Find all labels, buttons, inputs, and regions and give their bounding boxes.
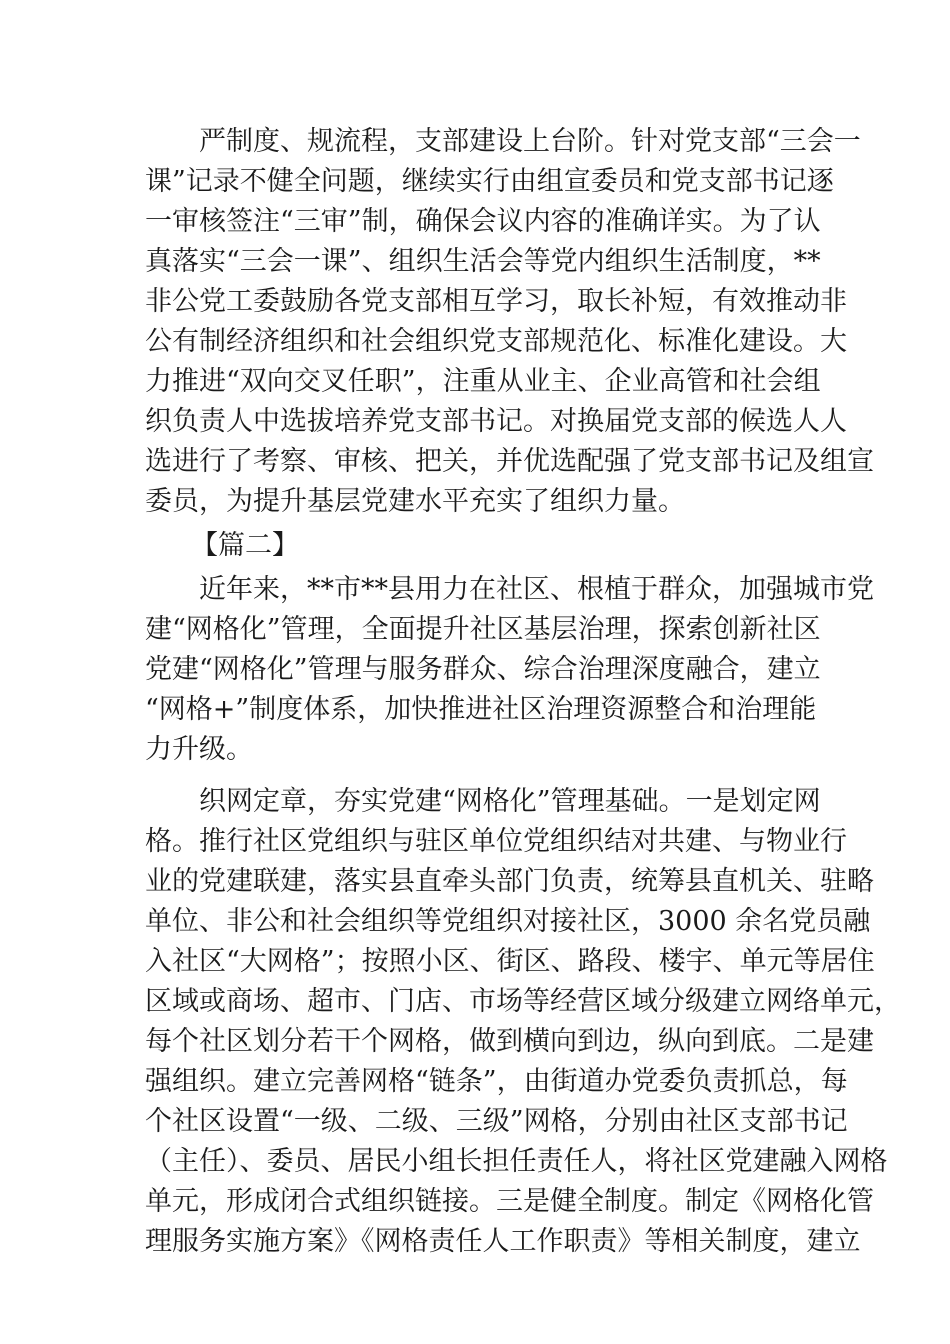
- text-line: 区域或商场、超市、门店、市场等经营区域分级建立网络单元，: [145, 986, 901, 1017]
- text-line: 公有制经济组织和社会组织党支部规范化、标准化建设。大: [145, 326, 847, 357]
- section-heading-text: 【篇二】: [191, 530, 299, 561]
- text-line: “网格+”制度体系，加快推进社区治理资源整合和治理能: [145, 694, 817, 725]
- text-line: 织负责人中选拔培养党支部书记。对换届党支部的候选人人: [145, 406, 847, 437]
- paragraph-3: [145, 782, 901, 1262]
- text-line: 力推进“双向交叉任职”，注重从业主、企业高管和社会组: [145, 366, 821, 397]
- text-line: 党建“网格化”管理与服务群众、综合治理深度融合，建立: [145, 654, 821, 685]
- text-line: 严制度、规流程，支部建设上台阶。针对党支部“三会一: [199, 126, 861, 157]
- text-line: （主任）、委员、居民小组长担任责任人，将社区党建融入网格: [145, 1146, 888, 1177]
- text-line: 强组织。建立完善网格“链条”，由街道办党委负责抓总，每: [145, 1066, 848, 1097]
- text-line: 单位、非公和社会组织等党组织对接社区，3000 余名党员融: [145, 906, 871, 937]
- text-line: 真落实“三会一课”、组织生活会等党内组织生活制度，**: [145, 246, 821, 277]
- text-line: 格。推行社区党组织与驻区单位党组织结对共建、与物业行: [145, 826, 847, 857]
- paragraph-1: [145, 122, 874, 522]
- text-line: 个社区设置“一级、二级、三级”网格，分别由社区支部书记: [145, 1106, 848, 1137]
- text-line: 织网定章，夯实党建“网格化”管理基础。一是划定网: [199, 786, 821, 817]
- text-line: 力升级。: [145, 734, 253, 765]
- text-line: 非公党工委鼓励各党支部相互学习，取长补短，有效推动非: [145, 286, 847, 317]
- text-line: 课”记录不健全问题，继续实行由组宣委员和党支部书记逐: [145, 166, 834, 197]
- text-line: 每个社区划分若干个网格，做到横向到边，纵向到底。二是建: [145, 1026, 874, 1057]
- text-line: 近年来，**市**县用力在社区、根植于群众，加强城市党: [199, 574, 874, 605]
- text-line: 选进行了考察、审核、把关，并优选配强了党支部书记及组宣: [145, 446, 874, 477]
- text-line: 理服务实施方案》《网格责任人工作职责》等相关制度，建立: [145, 1226, 861, 1257]
- text-line: 一审核签注“三审”制，确保会议内容的准确详实。为了认: [145, 206, 821, 237]
- text-line: 业的党建联建，落实县直牵头部门负责，统筹县直机关、驻略: [145, 866, 874, 897]
- document-body: [145, 122, 901, 1262]
- paragraph-2: [145, 570, 874, 770]
- text-line: 单元，形成闭合式组织链接。三是健全制度。制定《网格化管: [145, 1186, 874, 1217]
- section-heading: [145, 526, 805, 566]
- text-line: 入社区“大网格”；按照小区、街区、路段、楼宇、单元等居住: [145, 946, 875, 977]
- text-line: 委员，为提升基层党建水平充实了组织力量。: [145, 486, 685, 517]
- text-line: 建“网格化”管理，全面提升社区基层治理，探索创新社区: [145, 614, 821, 645]
